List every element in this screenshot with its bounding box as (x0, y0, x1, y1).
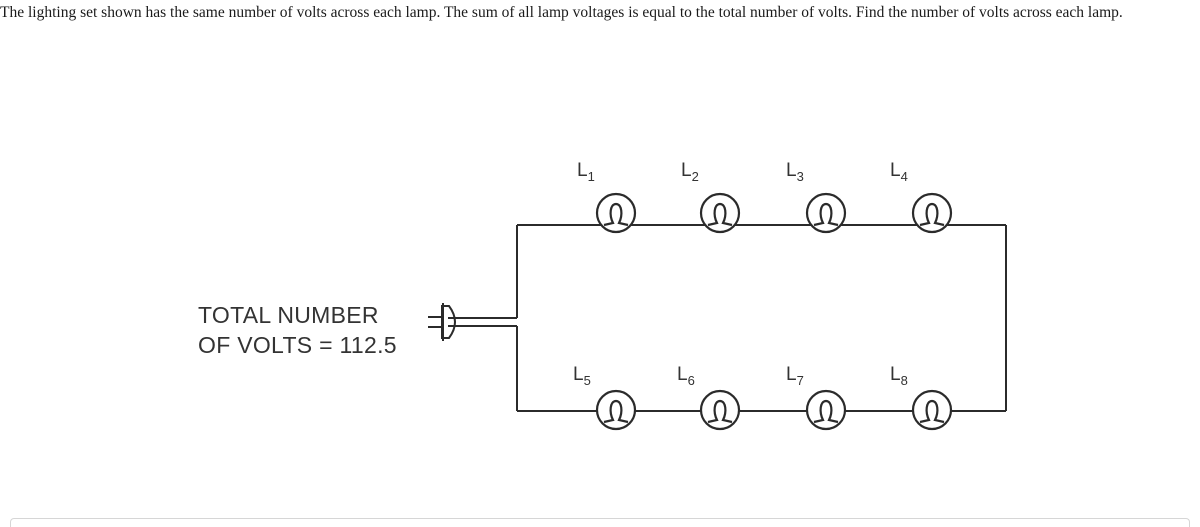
answer-panel-edge (10, 518, 1190, 527)
lamp-l8 (913, 391, 951, 429)
lamp-l5 (597, 391, 635, 429)
plug-icon (428, 303, 455, 341)
lamp-label-l1: $L_1$ (577, 160, 595, 184)
lamp-label-l2: $L_2$ (681, 160, 699, 184)
lamp-bulb-icon (701, 194, 739, 232)
lamp-l3 (807, 194, 845, 232)
lamp-l4 (913, 194, 951, 232)
total-volts-label-line2: OF VOLTS = 112.5 (198, 332, 397, 358)
lamp-label-l6: $L_6$ (677, 364, 695, 388)
lamp-label-l4: $L_4$ (890, 160, 908, 184)
lamp-l6 (701, 391, 739, 429)
lamp-label-l5: $L_5$ (573, 364, 591, 388)
lamp-bulb-icon (913, 391, 951, 429)
lamp-label-l3: $L_3$ (786, 160, 804, 184)
lamp-bulb-icon (807, 194, 845, 232)
lamp-bulb-icon (597, 391, 635, 429)
lamp-label-l8: $L_8$ (890, 364, 908, 388)
lamp-bulb-icon (913, 194, 951, 232)
lamp-label-l7: $L_7$ (786, 364, 804, 388)
lamp-bulb-icon (701, 391, 739, 429)
lamp-l2 (701, 194, 739, 232)
question-text: The lighting set shown has the same number of volts across each lamp. The sum of all lamp voltages is equal to the total number of volts. Find the number of volts across each lamp. (0, 4, 1123, 21)
lamp-l7 (807, 391, 845, 429)
lamp-bulb-icon (597, 194, 635, 232)
lamp-bulb-icon (807, 391, 845, 429)
total-volts-label-line1: TOTAL NUMBER (198, 302, 379, 328)
lamp-l1 (597, 194, 635, 232)
